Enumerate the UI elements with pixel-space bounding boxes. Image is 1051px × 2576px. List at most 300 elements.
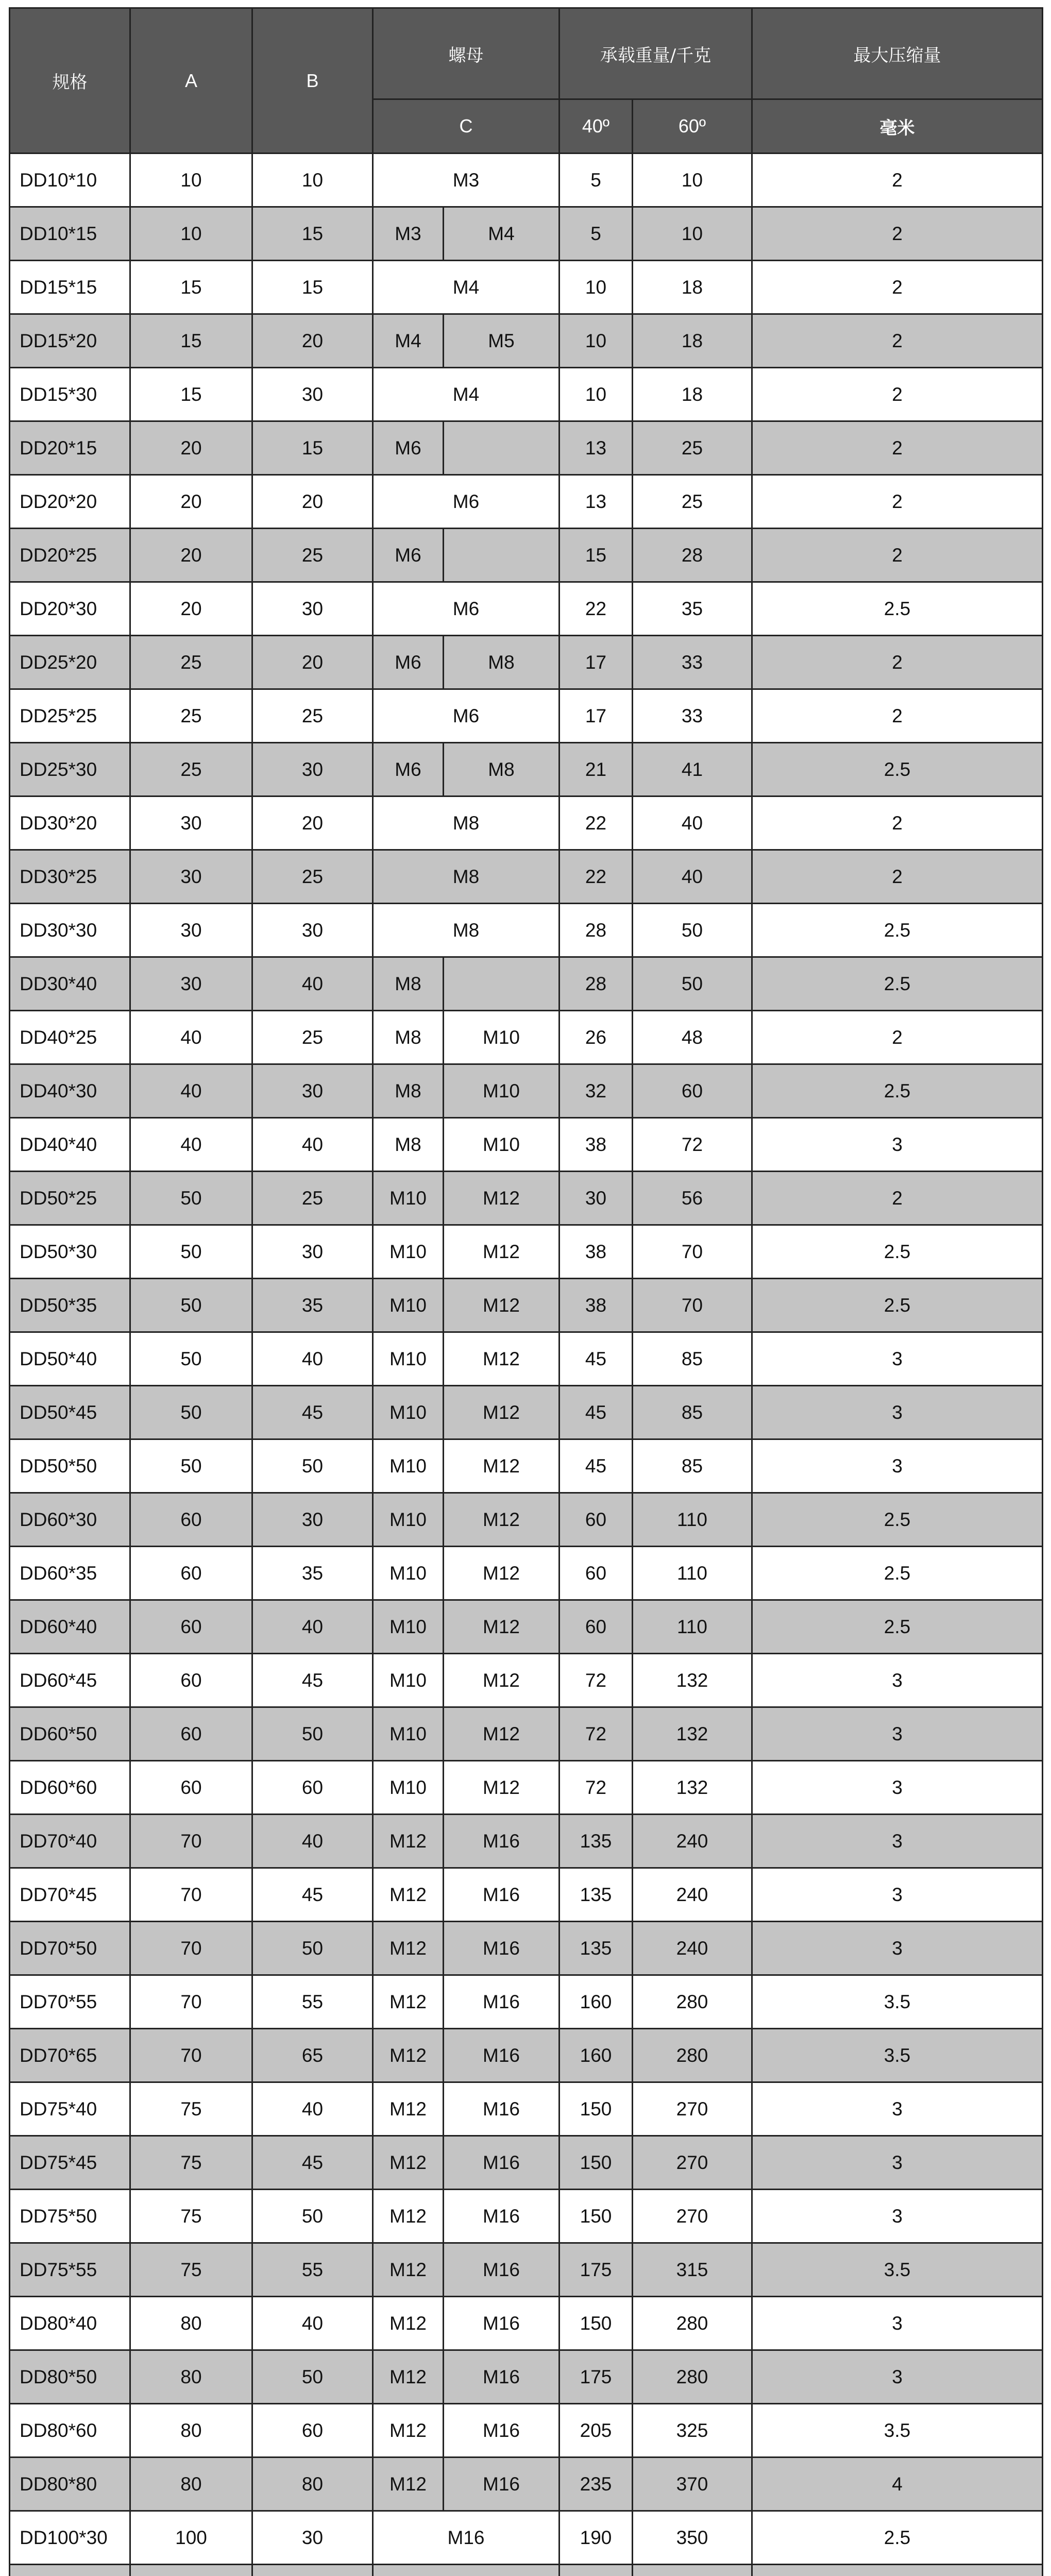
b-cell: 40	[252, 957, 373, 1011]
header-max-compression: 最大压缩量	[752, 8, 1043, 99]
spec-cell: DD80*80	[10, 2458, 130, 2511]
b-cell: 40	[252, 2297, 373, 2350]
a-cell: 50	[130, 1439, 252, 1493]
spec-cell: DD70*55	[10, 1975, 130, 2029]
load-40-cell: 72	[560, 1761, 633, 1815]
table-row	[10, 2190, 1043, 2243]
load-60-cell: 110	[633, 1547, 752, 1600]
max-compression-cell: 2	[752, 796, 1043, 850]
max-compression-cell: 3	[752, 2297, 1043, 2350]
load-40-cell: 21	[560, 743, 633, 796]
b-cell: 15	[252, 261, 373, 314]
load-40-cell: 22	[560, 850, 633, 904]
load-40-cell: 190	[560, 2511, 633, 2565]
max-compression-cell: 2.5	[752, 1225, 1043, 1279]
spec-cell: DD10*15	[10, 207, 130, 261]
load-40-cell: 72	[560, 1707, 633, 1761]
spec-cell: DD30*20	[10, 796, 130, 850]
a-cell: 75	[130, 2082, 252, 2136]
max-compression-cell: 3	[752, 2136, 1043, 2190]
nut-cell	[373, 2565, 560, 2576]
table-row	[10, 314, 1043, 368]
b-cell: 15	[252, 207, 373, 261]
nut-cell: M12	[373, 1868, 444, 1922]
nut-alt-cell: M16	[444, 1815, 560, 1868]
load-60-cell: 280	[633, 2350, 752, 2404]
nut-alt-cell: M10	[444, 1011, 560, 1064]
nut-cell: M6	[373, 689, 560, 743]
a-cell: 75	[130, 2243, 252, 2297]
b-cell: 50	[252, 2350, 373, 2404]
nut-alt-cell: M10	[444, 1118, 560, 1172]
table-row	[10, 2511, 1043, 2565]
a-cell: 60	[130, 1654, 252, 1707]
load-40-cell: 72	[560, 1654, 633, 1707]
a-cell: 40	[130, 1118, 252, 1172]
spec-cell: DD60*35	[10, 1547, 130, 1600]
nut-cell: M12	[373, 1922, 444, 1975]
load-40-cell: 13	[560, 475, 633, 529]
load-60-cell: 132	[633, 1654, 752, 1707]
nut-alt-cell: M16	[444, 2350, 560, 2404]
load-40-cell: 5	[560, 154, 633, 207]
nut-alt-cell: M5	[444, 314, 560, 368]
a-cell: 20	[130, 475, 252, 529]
load-40-cell: 45	[560, 1439, 633, 1493]
a-cell: 40	[130, 1064, 252, 1118]
nut-alt-cell: M16	[444, 2029, 560, 2082]
a-cell: 10	[130, 207, 252, 261]
b-cell: 50	[252, 1439, 373, 1493]
max-compression-cell	[752, 2565, 1043, 2576]
b-cell: 65	[252, 2029, 373, 2082]
a-cell: 25	[130, 689, 252, 743]
b-cell: 25	[252, 850, 373, 904]
spec-cell: DD70*65	[10, 2029, 130, 2082]
spec-cell: DD50*30	[10, 1225, 130, 1279]
spec-cell: DD25*25	[10, 689, 130, 743]
spec-cell: DD25*30	[10, 743, 130, 796]
load-40-cell: 175	[560, 2350, 633, 2404]
b-cell: 30	[252, 743, 373, 796]
load-60-cell: 325	[633, 2404, 752, 2458]
spec-cell: DD10*10	[10, 154, 130, 207]
nut-cell: M4	[373, 368, 560, 421]
load-40-cell: 10	[560, 314, 633, 368]
load-60-cell: 25	[633, 475, 752, 529]
table-row	[10, 1975, 1043, 2029]
table-row	[10, 261, 1043, 314]
a-cell: 100	[130, 2511, 252, 2565]
header-40-deg: 40º	[560, 99, 633, 154]
max-compression-cell: 2	[752, 368, 1043, 421]
a-cell: 20	[130, 421, 252, 475]
max-compression-cell: 2	[752, 421, 1043, 475]
load-40-cell: 17	[560, 689, 633, 743]
a-cell: 60	[130, 1600, 252, 1654]
table-row	[10, 582, 1043, 636]
header-nut-c: C	[373, 99, 560, 154]
table-row	[10, 1922, 1043, 1975]
load-40-cell: 10	[560, 261, 633, 314]
nut-alt-cell: M12	[444, 1279, 560, 1332]
b-cell: 80	[252, 2458, 373, 2511]
b-cell: 50	[252, 2190, 373, 2243]
nut-alt-cell: M12	[444, 1386, 560, 1439]
max-compression-cell: 2.5	[752, 582, 1043, 636]
max-compression-cell: 3	[752, 1815, 1043, 1868]
load-60-cell: 280	[633, 1975, 752, 2029]
header-load: 承载重量/千克	[560, 8, 752, 99]
nut-cell: M10	[373, 1386, 444, 1439]
nut-alt-cell: M12	[444, 1761, 560, 1815]
a-cell: 50	[130, 1386, 252, 1439]
nut-cell: M4	[373, 314, 444, 368]
max-compression-cell: 3	[752, 1118, 1043, 1172]
max-compression-cell: 2	[752, 1172, 1043, 1225]
b-cell: 60	[252, 2404, 373, 2458]
b-cell: 50	[252, 1707, 373, 1761]
load-60-cell: 70	[633, 1279, 752, 1332]
table-row	[10, 1064, 1043, 1118]
table-row	[10, 1225, 1043, 1279]
b-cell: 30	[252, 1493, 373, 1547]
spec-cell: DD60*60	[10, 1761, 130, 1815]
nut-cell: M12	[373, 2404, 444, 2458]
max-compression-cell: 3	[752, 1386, 1043, 1439]
nut-cell: M12	[373, 1815, 444, 1868]
nut-alt-cell: M10	[444, 1064, 560, 1118]
b-cell: 20	[252, 796, 373, 850]
load-60-cell: 315	[633, 2243, 752, 2297]
spec-cell: DD25*20	[10, 636, 130, 689]
load-60-cell: 85	[633, 1439, 752, 1493]
a-cell: 75	[130, 2136, 252, 2190]
table-row	[10, 2404, 1043, 2458]
nut-alt-cell: M12	[444, 1654, 560, 1707]
a-cell: 15	[130, 261, 252, 314]
table-row	[10, 2029, 1043, 2082]
max-compression-cell: 2.5	[752, 2511, 1043, 2565]
load-60-cell: 280	[633, 2297, 752, 2350]
nut-alt-cell: M8	[444, 636, 560, 689]
spec-cell: DD70*50	[10, 1922, 130, 1975]
nut-alt-cell: M16	[444, 2190, 560, 2243]
a-cell: 20	[130, 529, 252, 582]
a-cell: 15	[130, 368, 252, 421]
table-row	[10, 2297, 1043, 2350]
load-40-cell: 205	[560, 2404, 633, 2458]
b-cell: 60	[252, 1761, 373, 1815]
max-compression-cell: 3	[752, 2082, 1043, 2136]
table-row	[10, 154, 1043, 207]
a-cell: 75	[130, 2190, 252, 2243]
nut-cell: M3	[373, 154, 560, 207]
table-row	[10, 1172, 1043, 1225]
a-cell: 70	[130, 1922, 252, 1975]
table-row	[10, 2082, 1043, 2136]
max-compression-cell: 2.5	[752, 1547, 1043, 1600]
spec-cell: DD15*30	[10, 368, 130, 421]
spec-cell: DD15*15	[10, 261, 130, 314]
max-compression-cell: 2	[752, 529, 1043, 582]
a-cell: 60	[130, 1761, 252, 1815]
load-40-cell: 5	[560, 207, 633, 261]
load-60-cell: 18	[633, 314, 752, 368]
a-cell: 30	[130, 957, 252, 1011]
max-compression-cell: 3	[752, 1707, 1043, 1761]
table-row	[10, 1279, 1043, 1332]
table-row	[10, 743, 1043, 796]
nut-alt-cell	[444, 529, 560, 582]
spec-cell: DD30*40	[10, 957, 130, 1011]
max-compression-cell: 2	[752, 207, 1043, 261]
nut-alt-cell: M4	[444, 207, 560, 261]
load-40-cell: 135	[560, 1922, 633, 1975]
b-cell: 40	[252, 2082, 373, 2136]
header-b: B	[252, 8, 373, 154]
max-compression-cell: 2	[752, 314, 1043, 368]
max-compression-cell: 2.5	[752, 1279, 1043, 1332]
header-spec: 规格	[10, 8, 130, 154]
max-compression-cell: 2.5	[752, 743, 1043, 796]
nut-cell: M12	[373, 2297, 444, 2350]
max-compression-cell: 3.5	[752, 1975, 1043, 2029]
b-cell: 40	[252, 1118, 373, 1172]
max-compression-cell: 3	[752, 1332, 1043, 1386]
nut-cell: M12	[373, 2082, 444, 2136]
load-60-cell: 33	[633, 636, 752, 689]
nut-cell: M10	[373, 1600, 444, 1654]
nut-cell: M12	[373, 2136, 444, 2190]
load-60-cell: 132	[633, 1761, 752, 1815]
load-40-cell: 175	[560, 2243, 633, 2297]
load-40-cell: 15	[560, 529, 633, 582]
b-cell: 40	[252, 1815, 373, 1868]
table-row	[10, 2458, 1043, 2511]
nut-cell: M6	[373, 743, 444, 796]
load-40-cell: 150	[560, 2082, 633, 2136]
nut-alt-cell: M12	[444, 1600, 560, 1654]
load-40-cell: 150	[560, 2190, 633, 2243]
table-row	[10, 1600, 1043, 1654]
nut-cell: M8	[373, 1011, 444, 1064]
load-60-cell: 85	[633, 1386, 752, 1439]
nut-cell: M10	[373, 1761, 444, 1815]
load-40-cell: 160	[560, 2029, 633, 2082]
a-cell: 10	[130, 154, 252, 207]
load-60-cell: 270	[633, 2136, 752, 2190]
nut-cell: M6	[373, 475, 560, 529]
table-row	[10, 368, 1043, 421]
load-40-cell: 60	[560, 1493, 633, 1547]
table-row	[10, 1118, 1043, 1172]
table-row	[10, 957, 1043, 1011]
a-cell: 80	[130, 2404, 252, 2458]
load-60-cell: 40	[633, 796, 752, 850]
load-40-cell: 235	[560, 2458, 633, 2511]
table-row	[10, 207, 1043, 261]
b-cell: 25	[252, 529, 373, 582]
load-60-cell: 28	[633, 529, 752, 582]
load-60-cell: 56	[633, 1172, 752, 1225]
nut-alt-cell: M12	[444, 1493, 560, 1547]
b-cell: 55	[252, 2243, 373, 2297]
spec-cell: DD20*15	[10, 421, 130, 475]
b-cell: 45	[252, 1868, 373, 1922]
b-cell: 50	[252, 1922, 373, 1975]
table-row	[10, 1493, 1043, 1547]
a-cell: 25	[130, 743, 252, 796]
a-cell: 60	[130, 1493, 252, 1547]
spec-cell: DD75*50	[10, 2190, 130, 2243]
load-40-cell: 13	[560, 421, 633, 475]
table-row	[10, 1547, 1043, 1600]
a-cell: 50	[130, 1332, 252, 1386]
table-row	[10, 1815, 1043, 1868]
load-60-cell: 48	[633, 1011, 752, 1064]
table-row	[10, 1332, 1043, 1386]
a-cell: 30	[130, 850, 252, 904]
load-60-cell: 280	[633, 2029, 752, 2082]
spec-cell: DD75*40	[10, 2082, 130, 2136]
a-cell: 50	[130, 1279, 252, 1332]
table-row	[10, 904, 1043, 957]
nut-cell: M10	[373, 1225, 444, 1279]
a-cell: 50	[130, 1172, 252, 1225]
nut-cell: M6	[373, 582, 560, 636]
max-compression-cell: 3	[752, 1439, 1043, 1493]
a-cell: 70	[130, 1815, 252, 1868]
nut-alt-cell: M12	[444, 1439, 560, 1493]
a-cell: 50	[130, 1225, 252, 1279]
nut-cell: M10	[373, 1707, 444, 1761]
header-a: A	[130, 8, 252, 154]
spec-cell: DD60*40	[10, 1600, 130, 1654]
b-cell: 45	[252, 1386, 373, 1439]
spec-cell: DD40*25	[10, 1011, 130, 1064]
header-60-deg: 60º	[633, 99, 752, 154]
spec-cell: DD30*30	[10, 904, 130, 957]
load-60-cell: 240	[633, 1922, 752, 1975]
a-cell: 80	[130, 2297, 252, 2350]
load-60-cell: 35	[633, 582, 752, 636]
b-cell: 45	[252, 1654, 373, 1707]
nut-cell: M12	[373, 2458, 444, 2511]
b-cell	[252, 2565, 373, 2576]
table-row	[10, 1868, 1043, 1922]
nut-alt-cell: M16	[444, 2082, 560, 2136]
a-cell: 60	[130, 1547, 252, 1600]
nut-cell: M10	[373, 1439, 444, 1493]
load-40-cell: 160	[560, 1975, 633, 2029]
table-row	[10, 529, 1043, 582]
spec-cell: DD80*50	[10, 2350, 130, 2404]
load-60-cell: 110	[633, 1493, 752, 1547]
nut-alt-cell: M16	[444, 2458, 560, 2511]
a-cell: 40	[130, 1011, 252, 1064]
spec-table	[9, 7, 1043, 2576]
max-compression-cell: 2	[752, 475, 1043, 529]
table-row	[10, 1011, 1043, 1064]
nut-cell: M8	[373, 904, 560, 957]
max-compression-cell: 3.5	[752, 2404, 1043, 2458]
nut-cell: M16	[373, 2511, 560, 2565]
table-row	[10, 421, 1043, 475]
max-compression-cell: 2	[752, 261, 1043, 314]
load-40-cell: 150	[560, 2136, 633, 2190]
a-cell: 80	[130, 2458, 252, 2511]
nut-cell: M12	[373, 2243, 444, 2297]
spec-cell: DD20*20	[10, 475, 130, 529]
load-60-cell: 370	[633, 2458, 752, 2511]
table-row	[10, 2565, 1043, 2576]
b-cell: 20	[252, 314, 373, 368]
nut-cell: M8	[373, 1064, 444, 1118]
load-60-cell: 240	[633, 1815, 752, 1868]
spec-cell: DD50*45	[10, 1386, 130, 1439]
a-cell	[130, 2565, 252, 2576]
max-compression-cell: 3	[752, 2350, 1043, 2404]
nut-cell: M10	[373, 1279, 444, 1332]
b-cell: 15	[252, 421, 373, 475]
load-40-cell: 38	[560, 1118, 633, 1172]
nut-alt-cell: M16	[444, 2297, 560, 2350]
a-cell: 80	[130, 2350, 252, 2404]
spec-cell: DD15*20	[10, 314, 130, 368]
table-row	[10, 2136, 1043, 2190]
load-60-cell: 10	[633, 154, 752, 207]
load-60-cell: 33	[633, 689, 752, 743]
load-40-cell: 45	[560, 1386, 633, 1439]
nut-cell: M8	[373, 1118, 444, 1172]
nut-alt-cell: M16	[444, 2136, 560, 2190]
max-compression-cell: 2	[752, 850, 1043, 904]
a-cell: 20	[130, 582, 252, 636]
spec-cell: DD20*30	[10, 582, 130, 636]
table-row	[10, 1761, 1043, 1815]
spec-cell: DD30*25	[10, 850, 130, 904]
b-cell: 45	[252, 2136, 373, 2190]
load-40-cell: 135	[560, 1815, 633, 1868]
spec-cell: DD50*35	[10, 1279, 130, 1332]
nut-alt-cell: M16	[444, 1868, 560, 1922]
a-cell: 15	[130, 314, 252, 368]
nut-alt-cell: M12	[444, 1547, 560, 1600]
nut-cell: M4	[373, 261, 560, 314]
spec-cell: DD20*25	[10, 529, 130, 582]
load-40-cell: 22	[560, 582, 633, 636]
load-60-cell: 18	[633, 261, 752, 314]
nut-alt-cell: M12	[444, 1172, 560, 1225]
table-row	[10, 636, 1043, 689]
load-40-cell: 60	[560, 1547, 633, 1600]
table-header	[10, 8, 1043, 154]
max-compression-cell: 3	[752, 2190, 1043, 2243]
nut-cell: M10	[373, 1654, 444, 1707]
max-compression-cell: 3	[752, 1868, 1043, 1922]
nut-cell: M12	[373, 2350, 444, 2404]
b-cell: 30	[252, 582, 373, 636]
b-cell: 25	[252, 689, 373, 743]
table-row	[10, 2350, 1043, 2404]
nut-cell: M8	[373, 850, 560, 904]
load-40-cell: 17	[560, 636, 633, 689]
header-nut: 螺母	[373, 8, 560, 99]
load-60-cell: 18	[633, 368, 752, 421]
spec-cell: DD75*45	[10, 2136, 130, 2190]
b-cell: 25	[252, 1172, 373, 1225]
